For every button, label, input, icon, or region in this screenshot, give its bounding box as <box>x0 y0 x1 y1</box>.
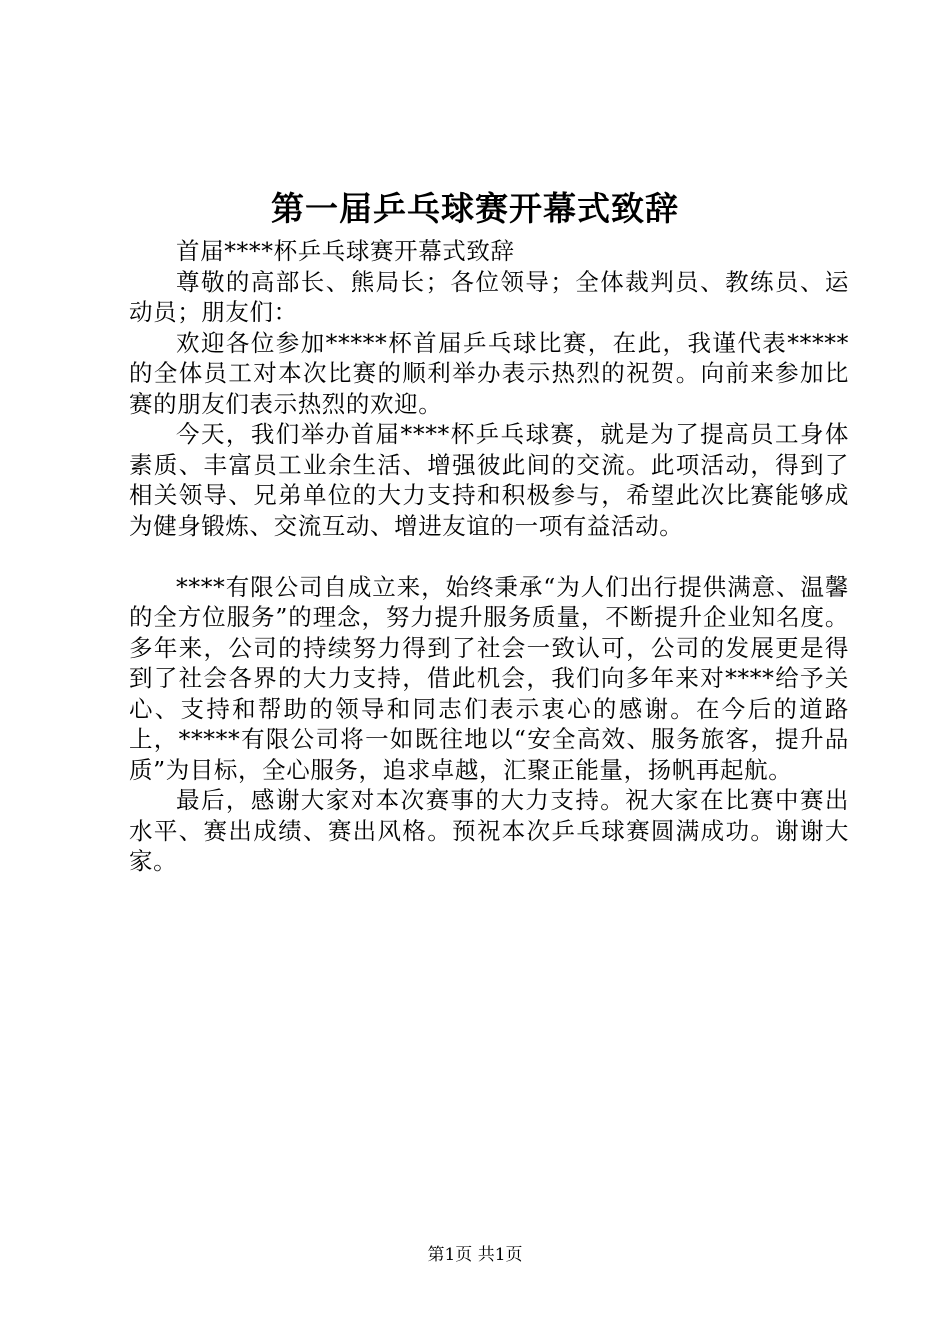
page-number: 第1页 共1页 <box>427 1245 523 1265</box>
paragraph-purpose: 今天，我们举办首届****杯乒乓球赛，就是为了提高员工身体素质、丰富员工业余生活、增强彼此间的交流。此项活动，得到了相关领导、兄弟单位的大力支持和积极参与，希望此次比赛能够成为健身锻炼、交流互动、增进友谊的一项有益活动。 <box>129 420 849 540</box>
document-title: 第一届乒乓球赛开幕式致辞 <box>271 189 679 228</box>
paragraph-company: ****有限公司自成立来，始终秉承“为人们出行提供满意、温馨的全方位服务”的理念，努力提升服务质量，不断提升企业知名度。多年来，公司的持续努力得到了社会一致认可，公司的发展更是得到了社会各界的大力支持，借此机会，我们向多年来对****给予关心、支持和帮助的领导和同志们表示衷心的感谢。在今后的道路上，*****有限公司将一如既往地以“安全高效、服务旅客，提升品质”为目标，全心服务，追求卓越，汇聚正能量，扬帆再起航。 <box>129 572 849 784</box>
document-body <box>129 236 849 877</box>
paragraph-salutation: 尊敬的高部长、熊局长；各位领导；全体裁判员、教练员、运动员；朋友们： <box>129 267 849 326</box>
paragraph-heading: 首届****杯乒乓球赛开幕式致辞 <box>176 237 515 265</box>
paragraph-welcome: 欢迎各位参加*****杯首届乒乓球比赛，在此，我谨代表*****的全体员工对本次比赛的顺利举办表示热烈的祝贺。向前来参加比赛的朋友们表示热烈的欢迎。 <box>129 328 849 418</box>
paragraph-closing: 最后，感谢大家对本次赛事的大力支持。祝大家在比赛中赛出水平、赛出成绩、赛出风格。预祝本次乒乓球赛圆满成功。谢谢大家。 <box>129 786 849 875</box>
